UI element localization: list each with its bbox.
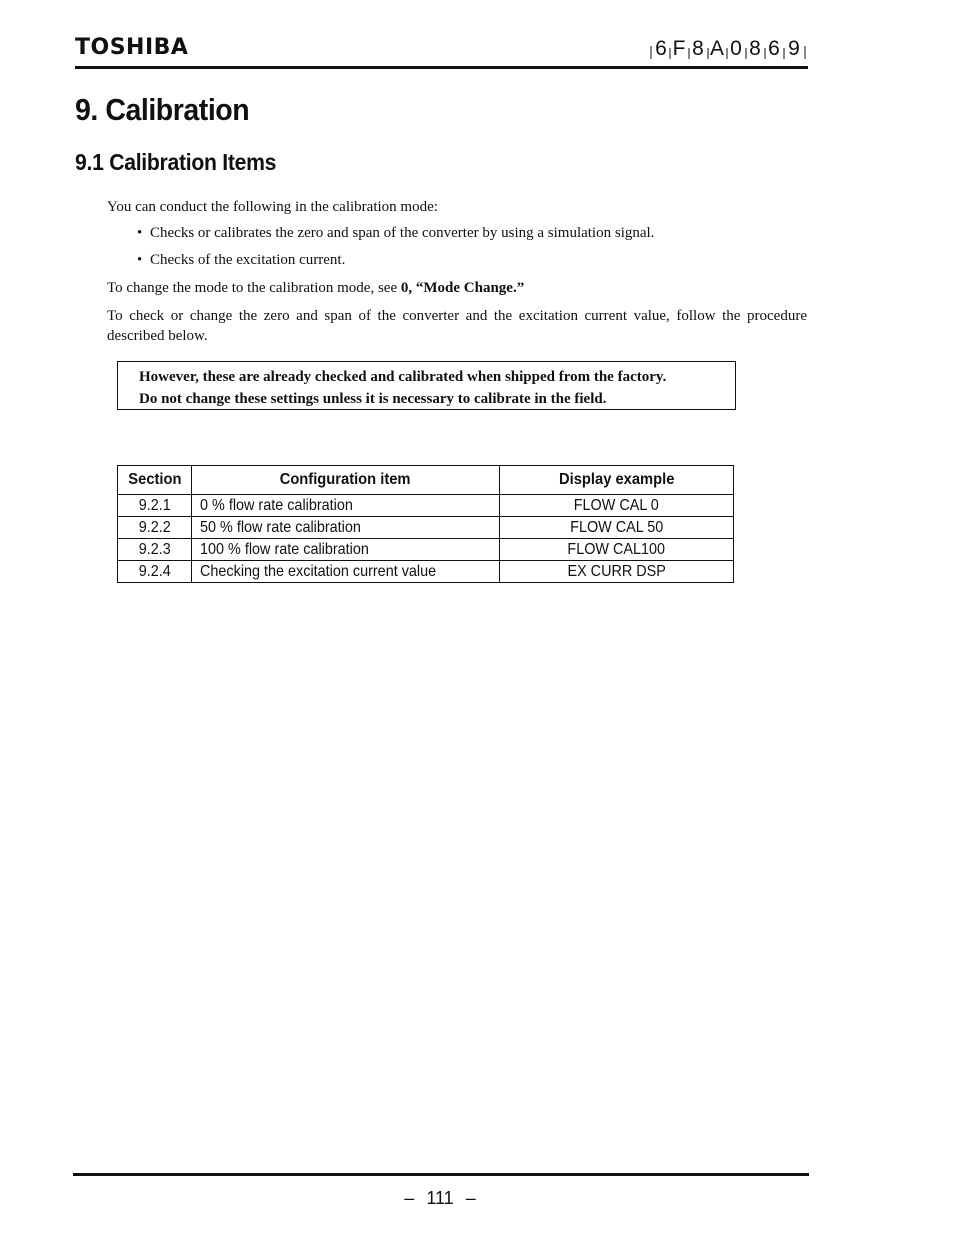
cell-section: 9.2.2 [118, 517, 192, 539]
calibration-items-table [117, 465, 734, 583]
doc-char-5: 0 [730, 37, 742, 60]
note-line-2: Do not change these settings unless it is necessary to calibrate in the field. [139, 391, 607, 407]
bullet-item [137, 223, 654, 243]
cell-display-example: FLOW CAL 0 [500, 495, 734, 517]
header-section: Section [118, 466, 192, 495]
doc-char-2: F [672, 37, 686, 60]
factory-note-box [117, 361, 736, 410]
doc-char-3: 8 [692, 37, 704, 60]
cell-configuration-item: 0 % flow rate calibration [192, 495, 500, 517]
document-number-boxes [650, 30, 808, 60]
footer-dash-left: – [404, 1188, 415, 1208]
cell-section: 9.2.3 [118, 539, 192, 561]
bullet-icon: • [137, 252, 143, 268]
table-row [118, 561, 734, 583]
cell-configuration-item: 50 % flow rate calibration [192, 517, 500, 539]
header-rule [75, 66, 808, 69]
doc-char-4: A [709, 37, 725, 60]
doc-char-6: 8 [749, 37, 761, 60]
cell-display-example: FLOW CAL 50 [500, 517, 734, 539]
note-line-1: However, these are already checked and calibrated when shipped from the factory. [139, 369, 667, 385]
page-number: 111 [426, 1188, 454, 1208]
page-footer [380, 1188, 500, 1209]
section-title: 9. Calibration [75, 92, 250, 127]
doc-char-1: 6 [655, 37, 667, 60]
table-row [118, 517, 734, 539]
document-number [650, 30, 808, 60]
table-row [118, 495, 734, 517]
bullet-text: Checks of the excitation current. [150, 252, 346, 268]
header-display-example: Display example [500, 466, 734, 495]
table-header-row [118, 466, 734, 495]
bullet-item [137, 250, 345, 270]
header-configuration-item: Configuration item [192, 466, 500, 495]
cell-display-example: EX CURR DSP [500, 561, 734, 583]
cell-display-example: FLOW CAL100 [500, 539, 734, 561]
mode-change-text: To change the mode to the calibration mode, see [107, 280, 401, 296]
cell-configuration-item: 100 % flow rate calibration [192, 539, 500, 561]
procedure-paragraph: To check or change the zero and span of the converter and the excitation current value, follow the procedure described below. [107, 308, 807, 344]
cell-configuration-item: Checking the excitation current value [192, 561, 500, 583]
doc-char-8: 9 [788, 37, 800, 60]
footer-rule [73, 1173, 809, 1176]
subsection-title: 9.1 Calibration Items [75, 149, 277, 175]
bullet-text: Checks or calibrates the zero and span of the converter by using a simulation signal. [150, 225, 655, 241]
doc-char-7: 6 [768, 37, 780, 60]
bullet-icon: • [137, 225, 143, 241]
table-row [118, 539, 734, 561]
mode-change-paragraph [107, 278, 524, 298]
intro-paragraph: You can conduct the following in the calibration mode: [107, 199, 438, 215]
cell-section: 9.2.4 [118, 561, 192, 583]
mode-change-link[interactable]: 0, “Mode Change.” [400, 280, 525, 296]
cell-section: 9.2.1 [118, 495, 192, 517]
toshiba-logo: TOSHIBA [75, 35, 189, 60]
footer-dash-right: – [465, 1188, 476, 1208]
